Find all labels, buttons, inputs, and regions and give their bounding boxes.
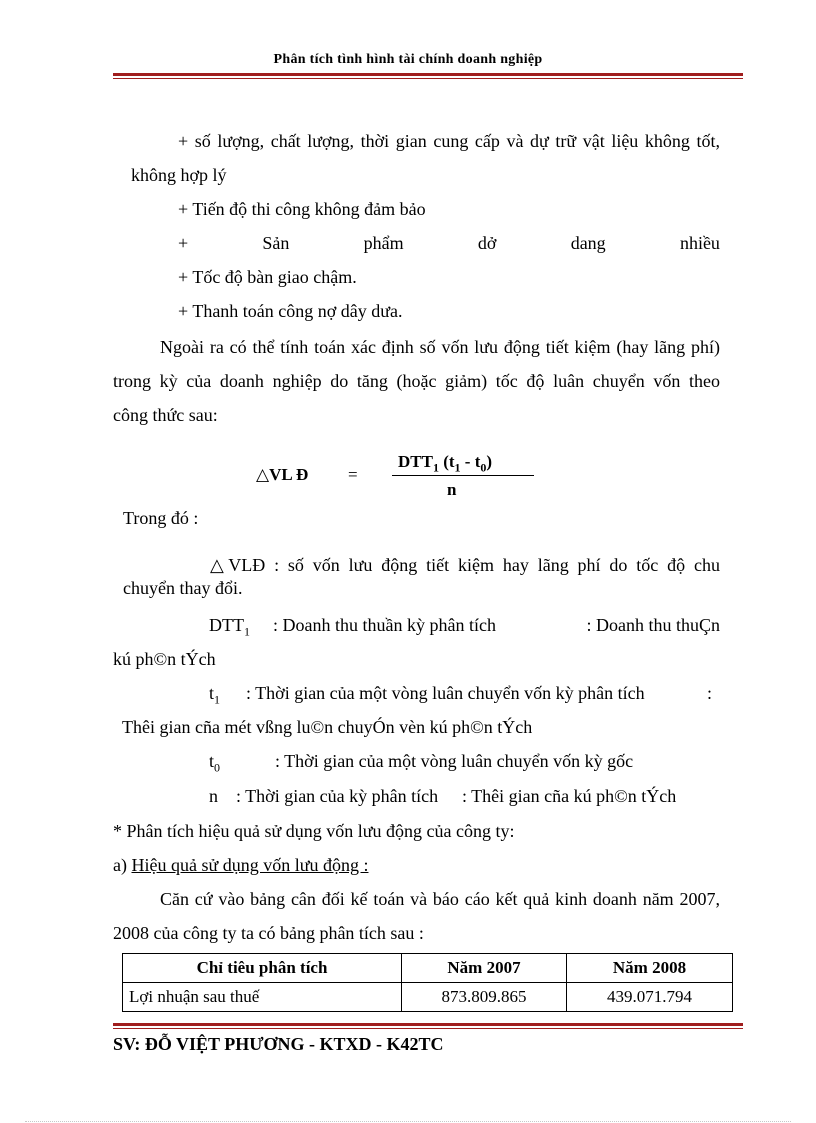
definition-t0-sub: 0 — [214, 760, 221, 775]
subsection-prefix: a) — [113, 855, 127, 875]
header-rule-thin — [113, 78, 743, 79]
header-rule-thick — [113, 73, 743, 76]
definition-n-garbled: : Thêi gian cña kú ph©n tÝch — [462, 786, 677, 806]
formula-numerator — [398, 452, 492, 475]
definition-dvld — [210, 554, 720, 576]
bullet-line-materials — [178, 130, 720, 152]
bullet-line-payment: + Thanh toán công nợ dây dưa. — [178, 301, 403, 321]
definition-dvld-text: △VLĐ : số vốn lưu động tiết kiệm hay lãng phí do tốc độ chu — [210, 555, 720, 575]
table-header-row — [123, 954, 733, 983]
definition-dtt-sub: 1 — [244, 624, 250, 639]
definition-t1-colon: : — [707, 683, 713, 703]
paragraph-table-intro-line1 — [160, 888, 720, 910]
footer-rule-thick — [113, 1023, 743, 1026]
definition-dvld-cont: chuyển thay đổi. — [123, 578, 243, 598]
analysis-table — [122, 953, 733, 1012]
definition-t1-sym: t — [209, 683, 215, 703]
table-cell-2007: 873.809.865 — [402, 983, 567, 1012]
table-header-2008: Năm 2008 — [567, 954, 733, 983]
footer-rule-thin — [113, 1028, 743, 1029]
table-header-2007: Năm 2007 — [402, 954, 567, 983]
definition-t0-text: : Thời gian của một vòng luân chuyển vốn kỳ gốc — [275, 751, 634, 771]
definition-dtt-garbled: : Doanh thu thuÇn — [586, 615, 720, 635]
definition-t1-sub: 1 — [214, 692, 221, 707]
subsection-heading — [113, 854, 368, 876]
formula-num-minus-t: - t — [460, 452, 481, 471]
definition-t0-symbol — [209, 750, 220, 779]
paragraph-intro-line1 — [160, 336, 720, 358]
page-header-title: Phân tích tình hình tài chính doanh nghiệp — [273, 52, 543, 67]
paragraph-intro-line3: công thức sau: — [113, 405, 218, 425]
bullet-line-wip — [178, 232, 720, 254]
definition-n-text: : Thời gian của kỳ phân tích — [236, 786, 439, 806]
definition-t1-symbol — [209, 682, 220, 711]
definition-t0-sym: t — [209, 751, 215, 771]
bullet-line-handover: + Tốc độ bàn giao chậm. — [178, 267, 357, 287]
formula-num-close: ) — [486, 452, 493, 471]
formula-lhs: △VL Đ — [256, 465, 309, 484]
formula-num-sub1: 1 — [432, 460, 439, 475]
formula-denominator: n — [447, 480, 457, 499]
wip-word: dở — [477, 233, 497, 253]
section-heading: * Phân tích hiệu quả sử dụng vốn lưu động của công ty: — [113, 821, 515, 841]
definition-t1-garbled: Thêi gian cña mét vßng lu©n chuyÓn vèn kú ph©n tÝch — [122, 717, 533, 737]
definition-dtt-symbol — [209, 614, 250, 643]
table-cell-indicator: Lợi nhuận sau thuế — [123, 983, 402, 1012]
table-cell-2008: 439.071.794 — [567, 983, 733, 1012]
wip-word: + — [178, 233, 189, 253]
formula-num-t: (t — [438, 452, 455, 471]
wip-word: dang — [570, 233, 606, 253]
wip-word: nhiều — [679, 233, 720, 253]
definition-dtt-sym: DTT — [209, 615, 244, 635]
formula-fraction-bar — [392, 475, 534, 476]
bullet-line-materials-text: + số lượng, chất lượng, thời gian cung cấp và dự trữ vật liệu không tốt, — [178, 131, 720, 151]
table-row — [123, 983, 733, 1012]
wip-word: phẩm — [363, 233, 404, 253]
definition-n-symbol: n — [209, 786, 218, 806]
formula-num-sub3: 0 — [480, 460, 487, 475]
formula-num-sub2: 1 — [454, 460, 461, 475]
page-bottom-dotted-line — [25, 1121, 791, 1122]
bullet-line-progress: + Tiến độ thi công không đảm bảo — [178, 199, 426, 219]
wip-word: Sản — [262, 233, 290, 253]
subsection-title: Hiệu quả sử dụng vốn lưu động : — [131, 855, 369, 875]
paragraph-intro-line2 — [113, 370, 720, 392]
paragraph-intro-line1-text: Ngoài ra có thể tính toán xác định số vốn lưu động tiết kiệm (hay lãng phí) — [160, 337, 720, 357]
definition-t1-text: : Thời gian của một vòng luân chuyển vốn kỳ phân tích — [246, 683, 645, 703]
definition-dtt-text: : Doanh thu thuần kỳ phân tích — [273, 615, 496, 635]
paragraph-table-intro-line2: 2008 của công ty ta có bảng phân tích sau : — [113, 923, 424, 943]
definitions-intro: Trong đó : — [123, 508, 199, 528]
formula-num-dtt: DTT — [398, 452, 433, 471]
formula-equals: = — [348, 465, 358, 484]
definition-dtt-garbled-cont: kú ph©n tÝch — [113, 649, 216, 669]
paragraph-intro-line2-text: trong kỳ của doanh nghiệp do tăng (hoặc giảm) tốc độ luân chuyển vốn theo — [113, 371, 720, 391]
paragraph-table-intro-line1-text: Căn cứ vào bảng cân đối kế toán và báo cáo kết quả kinh doanh năm 2007, — [160, 889, 720, 909]
table-header-indicator: Chỉ tiêu phân tích — [123, 954, 402, 983]
footer-student-info: SV: ĐỖ VIỆT PHƯƠNG - KTXD - K42TC — [113, 1034, 444, 1054]
bullet-line-materials-cont: không hợp lý — [131, 165, 227, 185]
